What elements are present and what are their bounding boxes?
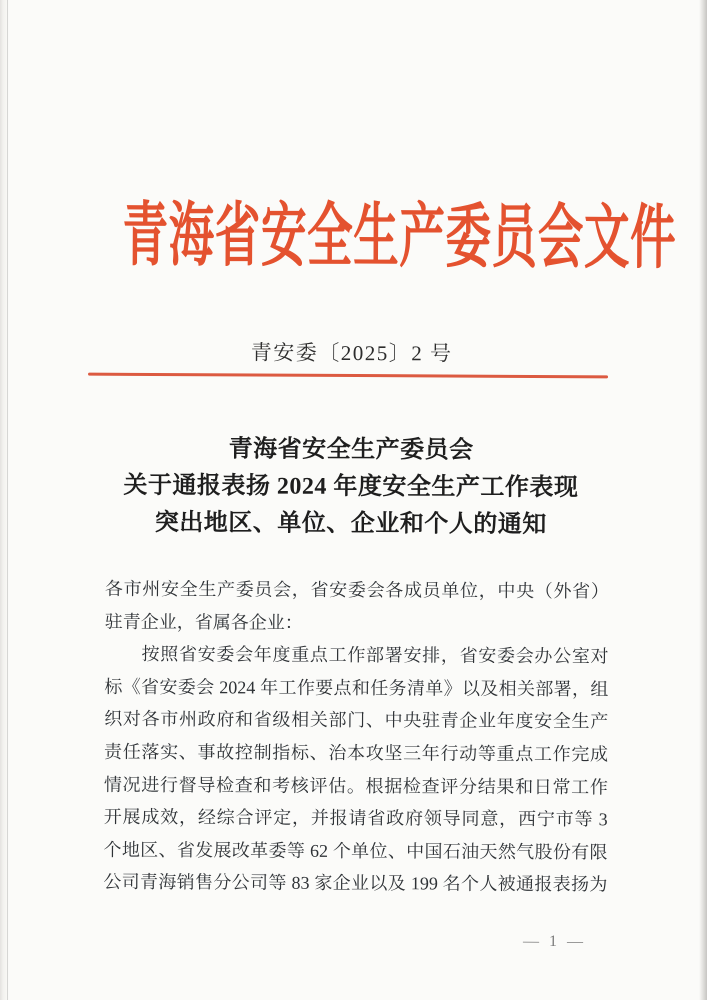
body-line: 按照省安委会年度重点工作部署安排，省安委会办公室对 — [141, 644, 609, 667]
document-title-line-3: 突出地区、单位、企业和个人的通知 — [154, 509, 547, 539]
document-title-line-2: 关于通报表扬 2024 年度安全生产工作表现 — [123, 472, 579, 502]
body-line: 标《省安委会 2024 年工作要点和任务清单》以及相关部署，组 — [104, 676, 609, 700]
body-line: 责任落实、事故控制指标、治本攻坚三年行动等重点工作完成 — [104, 741, 609, 765]
document-title-line-1: 青海省安全生产委员会 — [228, 436, 474, 464]
body-lines — [103, 573, 609, 902]
red-divider-rule — [88, 373, 608, 379]
red-header-title: 青海省安全生产委员会文件 — [122, 197, 677, 278]
body-line: 情况进行督导检查和考核评估。根据检查评分结果和日常工作 — [103, 774, 608, 797]
document-number: 青安委〔2025〕2 号 — [250, 340, 453, 366]
body-line: 开展成效，经综合评定，并报请省政府领导同意，西宁市等 3 — [103, 806, 608, 830]
body-line: 公司青海销售分公司等 83 家企业以及 199 名个人被通报表扬为 — [103, 872, 608, 895]
body-line: 个地区、省发展改革委等 62 个单位、中国石油天然气股份有限 — [103, 839, 608, 863]
document-title — [47, 430, 655, 544]
body-line: 织对各市州政府和省级相关部门、中央驻青企业年度安全生产 — [104, 709, 609, 732]
body-line: 驻青企业，省属各企业： — [104, 611, 303, 633]
page-number: — 1 — — [523, 932, 587, 951]
body-line: 各市州安全生产委员会，省安委会各成员单位，中央（外省） — [104, 578, 609, 602]
